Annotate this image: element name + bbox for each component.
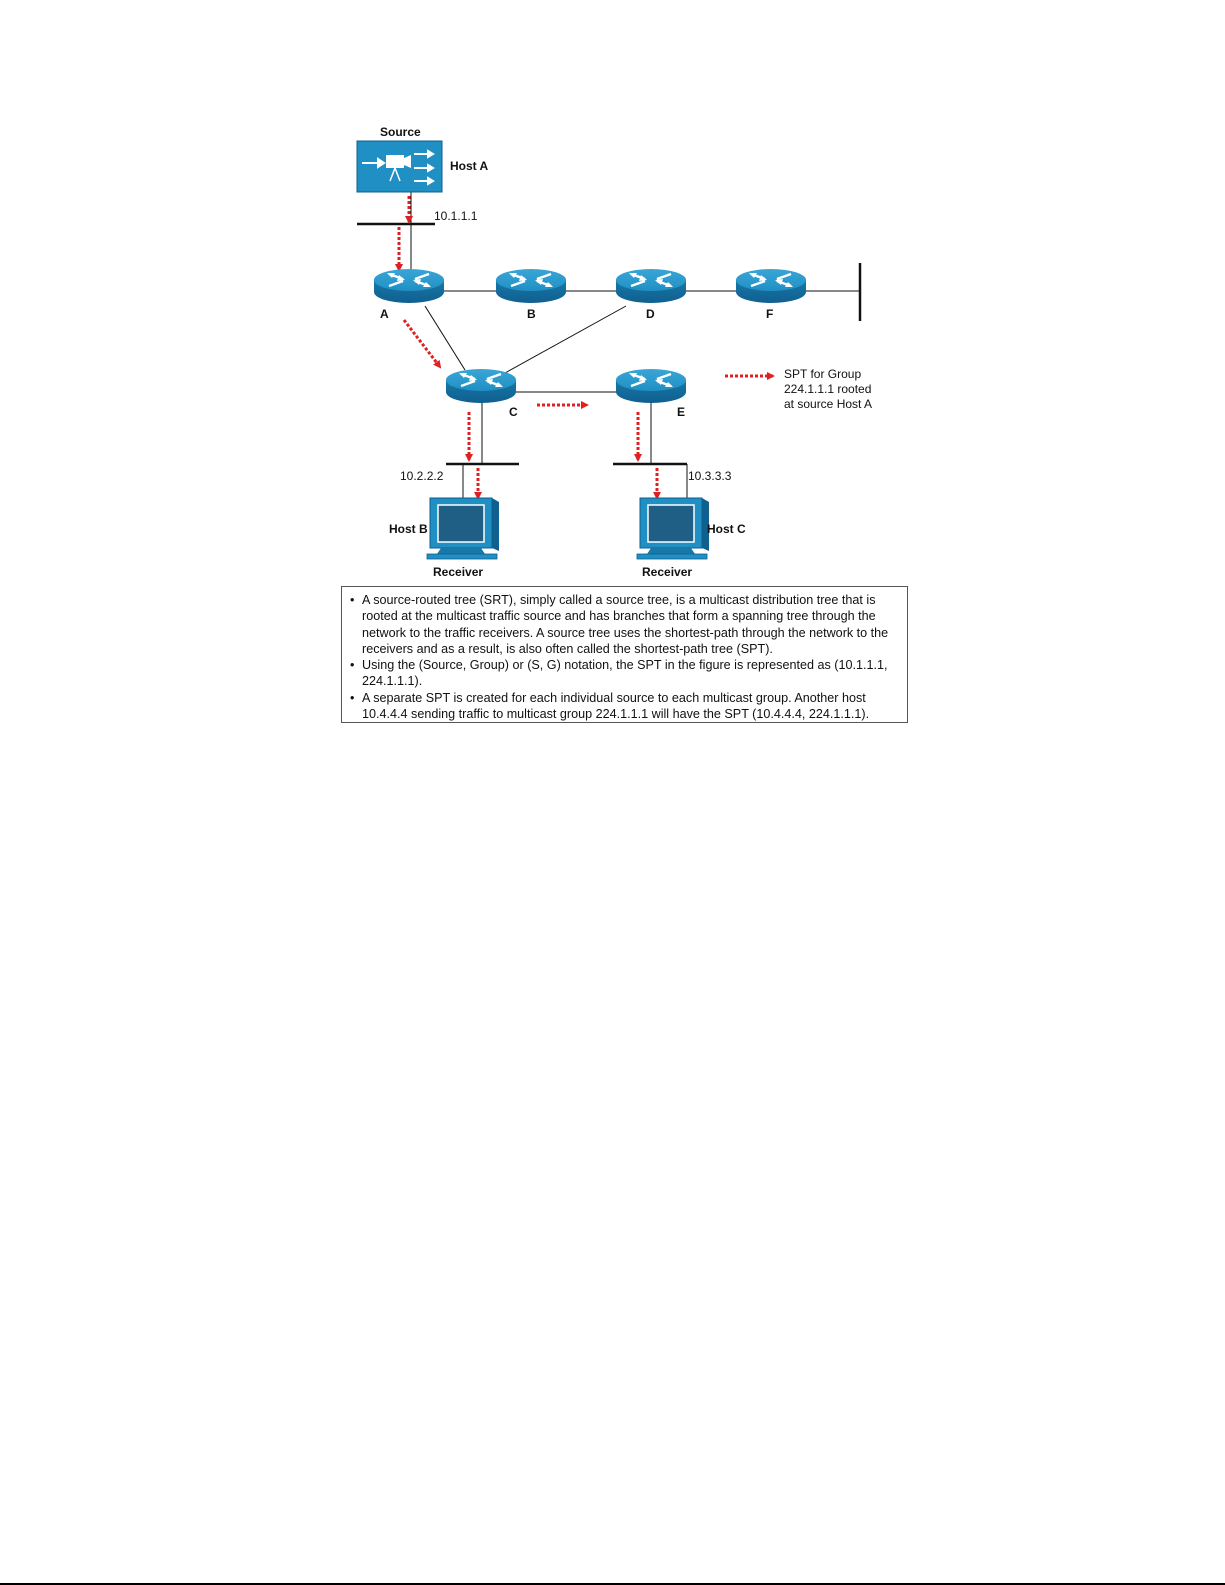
caption-list [350,592,899,722]
caption-box [341,586,908,723]
host-c-ip-label: 10.3.3.3 [688,469,732,483]
source-label: Source [380,125,421,139]
legend-line-1: SPT for Group [784,367,862,381]
host-c-monitor-icon [637,498,709,559]
legend-line-3: at source Host A [784,397,873,411]
link-C-D [505,306,626,373]
caption-bullet-1: • A source-routed tree (SRT), simply called a source tree, is a multicast distribution tree that is rooted at the multicast traffic source and has branches that form a spanning tree through the network to the traffic receivers. A source tree uses the shortest-path through the network to the receivers and as a result, is also often called the shortest-path tree (SPT). [350,592,899,657]
link-A-C [425,306,465,370]
host-b-label: Host B [389,522,428,536]
host-a-label: Host A [450,159,489,173]
router-f-label: F [766,307,774,321]
router-E [616,369,686,403]
router-d-label: D [646,307,655,321]
caption-bullet-3: • A separate SPT is created for each individual source to each multicast group. Another host 10.4.4.4 sending traffic to multicast group 224.1.1.1 will have the SPT (10.4.4.4, 224.1.1.1). [350,690,899,723]
router-B [496,269,566,303]
router-D [616,269,686,303]
host-a-ip-label: 10.1.1.1 [434,209,478,223]
router-a-label: A [380,307,389,321]
spt-arrows [399,196,657,498]
router-F [736,269,806,303]
host-b-role-label: Receiver [433,565,484,579]
lan-segments [357,224,860,464]
router-b-label: B [527,307,536,321]
router-c-label: C [509,405,518,419]
links-group [411,192,860,505]
host-b-monitor-icon [427,498,499,559]
source-host-a [357,141,442,192]
caption-bullet-2: • Using the (Source, Group) or (S, G) notation, the SPT in the figure is represented as (10.1.1.1, 224.1.1.1). [350,657,899,690]
host-c-role-label: Receiver [642,565,693,579]
host-b-ip-label: 10.2.2.2 [400,469,444,483]
router-A [374,269,444,303]
router-C [446,369,516,403]
router-e-label: E [677,405,686,419]
legend-line-2: 224.1.1.1 rooted [784,382,872,396]
spt-arrow-A-to-C [404,320,440,367]
host-c-label: Host C [707,522,746,536]
